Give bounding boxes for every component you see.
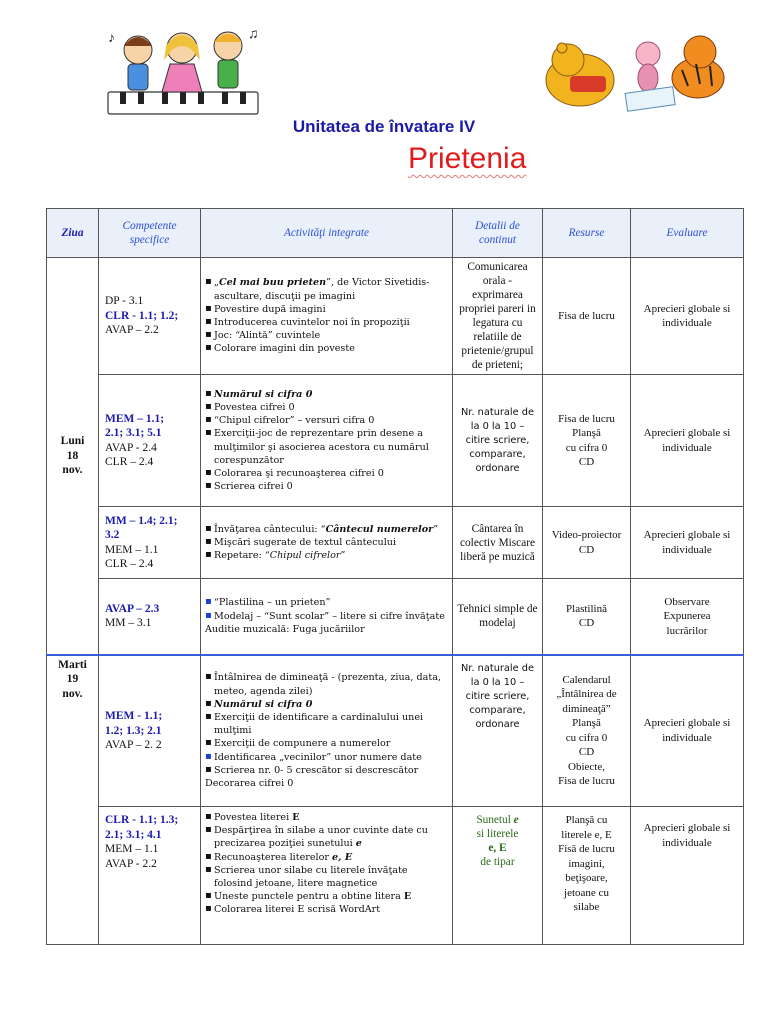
activity-item: ▪ “Plastilina – un prieten”	[205, 596, 448, 609]
table-row	[47, 579, 744, 655]
day-cell-monday	[47, 258, 99, 655]
competences-cell	[99, 807, 201, 945]
table-row	[47, 507, 744, 579]
competence-item: CLR - 1.1; 1.3;	[105, 814, 179, 826]
activity-item: ▪ Povestea cifrei 0	[205, 401, 448, 414]
activity-item: ▪ Exerciţii-joc de reprezentare prin desene a mulţimilor şi asocierea acestora cu numărul corespunzător	[205, 427, 448, 467]
activity-item: ▪ Repetare: “Chipul cifrelor”	[205, 549, 448, 562]
activity-item: ▪ “Chipul cifrelor” – versuri cifra 0	[205, 414, 448, 427]
competence-item: 2.1; 3.1; 5.1	[105, 427, 162, 439]
content-details-cell: Nr. naturale de la 0 la 10 – citire scriere, comparare, ordonare	[453, 655, 543, 807]
competences-cell	[99, 655, 201, 807]
activity-item: ▪ Colorarea literei E scrisă WordArt	[205, 903, 448, 916]
day-date: 19	[66, 673, 79, 685]
competence-item: MM – 3.1	[105, 617, 152, 630]
competence-item: MEM - 1.1;	[105, 710, 163, 722]
lesson-plan-table	[46, 208, 744, 945]
competence-item: MEM – 1.1	[105, 843, 159, 855]
activity-item: Decorarea cifrei 0	[205, 777, 294, 789]
activity-item: ▪ Joc: “Alintă” cuvintele	[205, 329, 448, 342]
activity-item: ▪ Povestire după imagini	[205, 303, 448, 316]
resources-cell: Video-proiector CD	[543, 507, 631, 579]
day-date: 18	[66, 449, 79, 462]
table-row	[47, 375, 744, 507]
activity-item: ▪ Exerciţii de identificare a cardinalului unei mulţimi	[205, 711, 448, 737]
header-day: Ziua	[47, 209, 99, 258]
activity-item: ▪ Colorarea şi recunoaşterea cifrei 0	[205, 467, 448, 480]
activity-item: ▪ Numărul si cifra 0	[205, 698, 448, 711]
activities-cell	[201, 258, 453, 375]
day-cell-tuesday	[47, 655, 99, 945]
activity-item: ▪ Identificarea „vecinilor” unor numere date	[205, 751, 448, 764]
activity-item: ▪ Povestea literei E	[205, 811, 448, 824]
svg-text:♪: ♪	[108, 31, 115, 46]
competence-item: AVAP – 2.2	[105, 324, 159, 337]
table-row	[47, 807, 744, 945]
resources-cell: Fisa de lucru Planşă cu cifra 0 CD	[543, 375, 631, 507]
competence-item: 1.2; 1.3; 2.1	[105, 724, 162, 737]
activity-item: ▪ Mişcări sugerate de textul cântecului	[205, 536, 448, 549]
competence-item: CLR - 1.1; 1.2;	[105, 309, 179, 322]
competence-item: MEM – 1.1	[105, 543, 159, 556]
competence-item: MM – 1.4; 2.1;	[105, 514, 178, 527]
svg-text:♫: ♫	[248, 27, 259, 42]
competences-cell	[99, 507, 201, 579]
resources-cell: Plastilină CD	[543, 579, 631, 655]
activity-item: Auditie muzicală: Fuga jucăriilor	[205, 623, 365, 635]
children-music-illustration	[100, 20, 265, 120]
competence-item: DP - 3.1	[105, 295, 144, 308]
content-details-cell: Tehnici simple de modelaj	[453, 579, 543, 655]
table-row	[47, 655, 744, 807]
activities-cell	[201, 579, 453, 655]
activity-item: ▪ Introducerea cuvintelor noi în propoziţii	[205, 316, 448, 329]
activities-cell	[201, 807, 453, 945]
content-details-cell: Cântarea în colectiv Miscare liberă pe muzică	[453, 507, 543, 579]
evaluation-cell: Aprecieri globale si individuale	[631, 807, 744, 945]
competence-item: MEM – 1.1;	[105, 412, 165, 425]
competence-item: CLR – 2.4	[105, 456, 154, 468]
activity-item: ▪ Numărul si cifra 0	[205, 388, 448, 401]
competence-item: AVAP - 2.4	[105, 441, 157, 454]
competence-item: 2.1; 3.1; 4.1	[105, 828, 162, 841]
activity-item: ▪ Exerciţii de compunere a numerelor	[205, 737, 448, 750]
activities-cell	[201, 655, 453, 807]
competence-item: AVAP - 2.2	[105, 857, 157, 870]
activity-item: ▪ Învăţarea cântecului: “Cântecul numerelor”	[205, 523, 448, 536]
competences-cell	[99, 579, 201, 655]
header-content-details: Detalii de continut	[453, 209, 543, 258]
evaluation-cell: Aprecieri globale si individuale	[631, 375, 744, 507]
content-details-cell: Sunetul e si literele e, E de tipar	[453, 807, 543, 945]
content-details-cell: Nr. naturale de la 0 la 10 – citire scriere, comparare, ordonare	[453, 375, 543, 507]
activity-item: ▪ Recunoaşterea literelor e, E	[205, 851, 448, 864]
activity-item: ▪ Scrierea nr. 0- 5 crescător si descrescător	[205, 764, 448, 777]
day-month: nov.	[62, 464, 83, 476]
activities-cell	[201, 375, 453, 507]
table-row	[47, 258, 744, 375]
header-evaluation: Evaluare	[631, 209, 744, 258]
activity-item: ▪ Despărţirea în silabe a unor cuvinte date cu precizarea poziţiei sunetului e	[205, 824, 448, 850]
activity-item: ▪ Uneste punctele pentru a obtine litera E	[205, 890, 448, 903]
evaluation-cell: Aprecieri globale si individuale	[631, 655, 744, 807]
day-name: Marti	[58, 658, 87, 671]
day-month: nov.	[62, 687, 83, 700]
evaluation-cell: Aprecieri globale si individuale	[631, 258, 744, 375]
day-name: Luni	[60, 435, 85, 447]
competences-cell	[99, 258, 201, 375]
header-competences: Competente specifice	[99, 209, 201, 258]
activity-item: ▪ Colorare imagini din poveste	[205, 342, 448, 355]
resources-cell: Calendarul „Întâlnirea de dimineaţă” Planşă cu cifra 0 CD Obiecte, Fisa de lucru	[543, 655, 631, 807]
activities-cell	[201, 507, 453, 579]
resources-cell: Planşă cu literele e, E Fisă de lucru imagini, beţişoare, jetoane cu silabe	[543, 807, 631, 945]
resources-cell: Fisa de lucru	[543, 258, 631, 375]
header-activities: Activităţi integrate	[201, 209, 453, 258]
activity-item: ▪ Scrierea unor silabe cu literele învăţate folosind jetoane, litere magnetice	[205, 864, 448, 890]
competence-item: AVAP – 2.3	[105, 602, 160, 615]
competences-cell	[99, 375, 201, 507]
activity-item: ▪ Întâlnirea de dimineaţă - (prezenta, ziua, data, meteo, agenda zilei)	[205, 671, 448, 697]
unit-title: Unitatea de învatare IV	[292, 117, 476, 136]
competence-item: 3.2	[105, 529, 120, 541]
activity-item: ▪ Modelaj – “Sunt scolar” – litere si cifre învăţate	[205, 610, 448, 623]
competence-item: AVAP – 2. 2	[105, 739, 162, 751]
table-header-row	[47, 209, 744, 258]
activity-item: ▪ „Cel mai buu prieten”, de Victor Sivetidis- ascultare, discuţii pe imagini	[205, 276, 448, 302]
evaluation-cell: Aprecieri globale si individuale	[631, 507, 744, 579]
competence-item: CLR – 2.4	[105, 558, 154, 570]
winnie-pooh-friends-illustration	[540, 28, 730, 118]
evaluation-cell: Observare Expunerea lucrărilor	[631, 579, 744, 655]
activity-item: ▪ Scrierea cifrei 0	[205, 480, 448, 493]
topic-title: Prietenia	[408, 142, 527, 175]
header-resources: Resurse	[543, 209, 631, 258]
content-details-cell: Comunicarea orala - exprimarea propriei pareri in legatura cu relatiile de prietenie/grupul de prieteni;	[453, 258, 543, 375]
